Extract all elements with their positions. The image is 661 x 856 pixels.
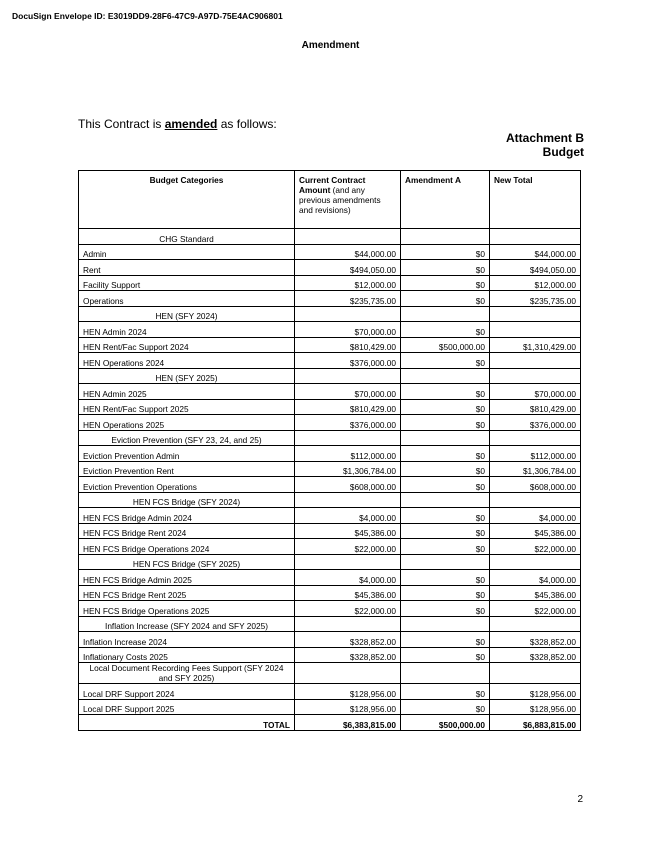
table-row <box>79 260 581 276</box>
section-label: HEN (SFY 2024) <box>79 306 295 322</box>
amendment-cell: $0 <box>401 275 490 291</box>
current-amount-cell: $12,000.00 <box>295 275 401 291</box>
new-total-cell: $45,386.00 <box>490 523 581 539</box>
amendment-cell: $0 <box>401 684 490 700</box>
new-total-cell: $128,956.00 <box>490 684 581 700</box>
new-total-cell: $22,000.00 <box>490 601 581 617</box>
current-amount-cell: $112,000.00 <box>295 446 401 462</box>
table-row <box>79 570 581 586</box>
amendment-cell: $0 <box>401 461 490 477</box>
table-row <box>79 446 581 462</box>
current-amount-cell: $494,050.00 <box>295 260 401 276</box>
table-row <box>79 699 581 715</box>
section-empty-total <box>490 306 581 322</box>
category-cell: Eviction Prevention Admin <box>79 446 295 462</box>
new-total-cell: $376,000.00 <box>490 415 581 431</box>
table-row <box>79 523 581 539</box>
new-total-cell: $1,310,429.00 <box>490 337 581 353</box>
new-total-cell <box>490 353 581 369</box>
section-empty-current <box>295 368 401 384</box>
current-amount-cell: $810,429.00 <box>295 399 401 415</box>
new-total-cell: $6,883,815.00 <box>490 715 581 731</box>
table-row <box>79 275 581 291</box>
section-empty-amendment <box>401 306 490 322</box>
current-amount-cell: $128,956.00 <box>295 699 401 715</box>
current-amount-cell: $6,383,815.00 <box>295 715 401 731</box>
new-total-cell: $608,000.00 <box>490 477 581 493</box>
current-amount-cell: $128,956.00 <box>295 684 401 700</box>
category-cell: Inflationary Costs 2025 <box>79 647 295 663</box>
amendment-cell: $0 <box>401 601 490 617</box>
current-amount-cell: $376,000.00 <box>295 353 401 369</box>
section-empty-current <box>295 492 401 508</box>
amendment-cell: $0 <box>401 523 490 539</box>
envelope-id: DocuSign Envelope ID: E3019DD9-28F6-47C9-A97D-75E4AC906801 <box>12 11 283 21</box>
section-empty-amendment <box>401 229 490 245</box>
category-cell: Operations <box>79 291 295 307</box>
category-cell: Inflation Increase 2024 <box>79 632 295 648</box>
header-current-bold: Current Contract Amount <box>299 175 366 195</box>
amendment-cell: $0 <box>401 446 490 462</box>
new-total-cell: $70,000.00 <box>490 384 581 400</box>
section-label: CHG Standard <box>79 229 295 245</box>
new-total-cell: $4,000.00 <box>490 508 581 524</box>
category-cell: HEN FCS Bridge Rent 2025 <box>79 585 295 601</box>
amendment-cell: $0 <box>401 699 490 715</box>
current-amount-cell: $4,000.00 <box>295 508 401 524</box>
section-row <box>79 430 581 446</box>
table-row <box>79 337 581 353</box>
amendment-cell: $0 <box>401 585 490 601</box>
amendment-cell: $0 <box>401 477 490 493</box>
category-cell: Admin <box>79 244 295 260</box>
table-row <box>79 684 581 700</box>
current-amount-cell: $22,000.00 <box>295 601 401 617</box>
section-row <box>79 492 581 508</box>
section-empty-amendment <box>401 430 490 446</box>
new-total-cell: $328,852.00 <box>490 647 581 663</box>
section-empty-total <box>490 663 581 684</box>
new-total-cell: $128,956.00 <box>490 699 581 715</box>
amendment-cell: $0 <box>401 260 490 276</box>
category-cell: Eviction Prevention Operations <box>79 477 295 493</box>
amendment-cell: $0 <box>401 508 490 524</box>
section-label: Local Document Recording Fees Support (SFY 2024 and SFY 2025) <box>79 663 295 684</box>
current-amount-cell: $608,000.00 <box>295 477 401 493</box>
current-amount-cell: $328,852.00 <box>295 632 401 648</box>
header-new-total: New Total <box>490 171 581 229</box>
budget-table-body <box>79 229 581 731</box>
section-empty-current <box>295 229 401 245</box>
new-total-cell: $4,000.00 <box>490 570 581 586</box>
current-amount-cell: $44,000.00 <box>295 244 401 260</box>
category-cell: Local DRF Support 2024 <box>79 684 295 700</box>
section-empty-current <box>295 663 401 684</box>
amendment-cell: $0 <box>401 539 490 555</box>
current-amount-cell: $328,852.00 <box>295 647 401 663</box>
amendment-cell: $500,000.00 <box>401 715 490 731</box>
current-amount-cell: $45,386.00 <box>295 523 401 539</box>
page-title: Amendment <box>301 40 360 51</box>
current-amount-cell: $45,386.00 <box>295 585 401 601</box>
amendment-cell: $0 <box>401 384 490 400</box>
table-header-row <box>79 171 581 229</box>
section-row <box>79 368 581 384</box>
new-total-cell: $328,852.00 <box>490 632 581 648</box>
current-amount-cell: $1,306,784.00 <box>295 461 401 477</box>
current-amount-cell: $22,000.00 <box>295 539 401 555</box>
section-empty-total <box>490 229 581 245</box>
section-empty-total <box>490 554 581 570</box>
section-row <box>79 663 581 684</box>
table-row <box>79 601 581 617</box>
new-total-cell: $22,000.00 <box>490 539 581 555</box>
new-total-cell: $810,429.00 <box>490 399 581 415</box>
section-empty-amendment <box>401 663 490 684</box>
total-label: TOTAL <box>79 715 295 731</box>
table-row <box>79 353 581 369</box>
header-current-note: (and any previous amendments and revisions) <box>299 185 381 215</box>
category-cell: Rent <box>79 260 295 276</box>
table-row <box>79 647 581 663</box>
new-total-cell: $235,735.00 <box>490 291 581 307</box>
table-row <box>79 322 581 338</box>
new-total-cell: $1,306,784.00 <box>490 461 581 477</box>
amendment-cell: $0 <box>401 244 490 260</box>
category-cell: Eviction Prevention Rent <box>79 461 295 477</box>
category-cell: HEN Operations 2025 <box>79 415 295 431</box>
category-cell: HEN Rent/Fac Support 2025 <box>79 399 295 415</box>
section-row <box>79 616 581 632</box>
amendment-cell: $0 <box>401 632 490 648</box>
amendment-cell: $0 <box>401 399 490 415</box>
category-cell: HEN Admin 2025 <box>79 384 295 400</box>
section-empty-amendment <box>401 368 490 384</box>
header-budget-categories: Budget Categories <box>79 171 295 229</box>
attachment-sublabel: Budget <box>542 145 584 159</box>
new-total-cell: $494,050.00 <box>490 260 581 276</box>
total-row <box>79 715 581 731</box>
table-row <box>79 632 581 648</box>
page-number: 2 <box>577 794 583 805</box>
current-amount-cell: $4,000.00 <box>295 570 401 586</box>
section-empty-amendment <box>401 492 490 508</box>
section-empty-current <box>295 616 401 632</box>
section-empty-current <box>295 306 401 322</box>
current-amount-cell: $376,000.00 <box>295 415 401 431</box>
category-cell: HEN FCS Bridge Admin 2024 <box>79 508 295 524</box>
category-cell: HEN FCS Bridge Rent 2024 <box>79 523 295 539</box>
intro-prefix: This Contract is <box>78 117 165 131</box>
section-row <box>79 554 581 570</box>
table-row <box>79 539 581 555</box>
amendment-cell: $0 <box>401 415 490 431</box>
header-current-contract <box>295 171 401 229</box>
table-row <box>79 461 581 477</box>
table-row <box>79 415 581 431</box>
section-row <box>79 229 581 245</box>
current-amount-cell: $235,735.00 <box>295 291 401 307</box>
table-row <box>79 291 581 307</box>
attachment-label: Attachment B <box>505 131 584 145</box>
section-empty-amendment <box>401 554 490 570</box>
section-empty-current <box>295 554 401 570</box>
new-total-cell: $45,386.00 <box>490 585 581 601</box>
new-total-cell: $12,000.00 <box>490 275 581 291</box>
table-row <box>79 477 581 493</box>
amendment-intro <box>78 117 277 131</box>
amendment-cell: $0 <box>401 570 490 586</box>
section-empty-total <box>490 616 581 632</box>
section-label: HEN (SFY 2025) <box>79 368 295 384</box>
amendment-cell: $0 <box>401 353 490 369</box>
section-label: Eviction Prevention (SFY 23, 24, and 25) <box>79 430 295 446</box>
section-label: Inflation Increase (SFY 2024 and SFY 2025) <box>79 616 295 632</box>
amendment-cell: $0 <box>401 322 490 338</box>
category-cell: Local DRF Support 2025 <box>79 699 295 715</box>
category-cell: HEN Operations 2024 <box>79 353 295 369</box>
category-cell: HEN Rent/Fac Support 2024 <box>79 337 295 353</box>
amendment-cell: $0 <box>401 647 490 663</box>
table-row <box>79 585 581 601</box>
section-empty-total <box>490 368 581 384</box>
section-empty-amendment <box>401 616 490 632</box>
intro-suffix: as follows: <box>217 117 277 131</box>
section-empty-current <box>295 430 401 446</box>
budget-table <box>78 170 581 731</box>
current-amount-cell: $70,000.00 <box>295 384 401 400</box>
section-empty-total <box>490 430 581 446</box>
section-empty-total <box>490 492 581 508</box>
section-label: HEN FCS Bridge (SFY 2025) <box>79 554 295 570</box>
category-cell: HEN Admin 2024 <box>79 322 295 338</box>
section-row <box>79 306 581 322</box>
category-cell: HEN FCS Bridge Admin 2025 <box>79 570 295 586</box>
current-amount-cell: $810,429.00 <box>295 337 401 353</box>
table-row <box>79 508 581 524</box>
table-row <box>79 244 581 260</box>
category-cell: Facility Support <box>79 275 295 291</box>
table-row <box>79 384 581 400</box>
new-total-cell <box>490 322 581 338</box>
new-total-cell: $44,000.00 <box>490 244 581 260</box>
category-cell: HEN FCS Bridge Operations 2024 <box>79 539 295 555</box>
attachment-heading <box>506 131 584 159</box>
header-amendment-a: Amendment A <box>401 171 490 229</box>
amendment-cell: $500,000.00 <box>401 337 490 353</box>
new-total-cell: $112,000.00 <box>490 446 581 462</box>
category-cell: HEN FCS Bridge Operations 2025 <box>79 601 295 617</box>
current-amount-cell: $70,000.00 <box>295 322 401 338</box>
table-row <box>79 399 581 415</box>
intro-emphasis: amended <box>164 117 218 131</box>
section-label: HEN FCS Bridge (SFY 2024) <box>79 492 295 508</box>
amendment-cell: $0 <box>401 291 490 307</box>
